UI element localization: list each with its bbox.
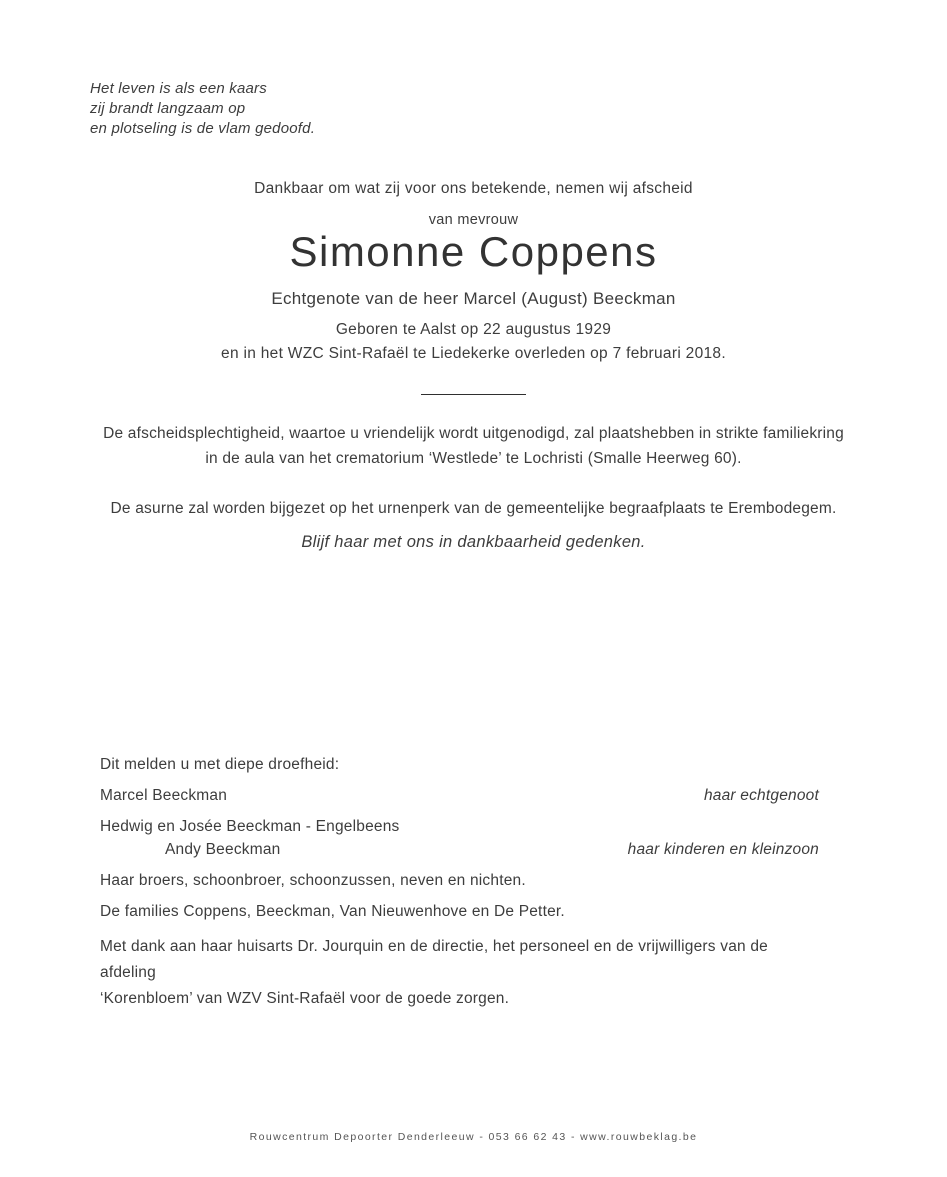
family-section <box>100 756 819 1012</box>
thanks-line-2: ‘Korenbloem’ van WZV Sint-Rafaël voor de goede zorgen. <box>100 990 510 1007</box>
family-row <box>100 818 819 836</box>
family-row <box>100 903 819 921</box>
poem-line-1: Het leven is als een kaars <box>90 80 267 97</box>
family-row <box>100 841 819 859</box>
remembrance-line: Blijf haar met ons in dankbaarheid gedenken. <box>301 533 646 551</box>
poem-line-2: zij brandt langzaam op <box>90 100 246 117</box>
family-member-name: Hedwig en Josée Beeckman - Engelbeens <box>100 818 400 835</box>
intro-line: Dankbaar om wat zij voor ons betekende, nemen wij afscheid <box>254 180 693 197</box>
spouse-line: Echtgenote van de heer Marcel (August) Beeckman <box>271 289 676 308</box>
family-relation: haar kinderen en kleinzoon <box>627 841 819 858</box>
died-line: en in het WZC Sint-Rafaël te Liedekerke overleden op 7 februari 2018. <box>221 345 726 362</box>
family-member-name: Andy Beeckman <box>165 841 281 858</box>
divider-rule <box>421 394 526 395</box>
ceremony-line-2: in de aula van het crematorium ‘Westlede’ te Lochristi (Smalle Heerweg 60). <box>205 450 742 467</box>
family-member-name: Haar broers, schoonbroer, schoonzussen, neven en nichten. <box>100 872 526 889</box>
family-member-name: Marcel Beeckman <box>100 787 228 804</box>
family-row <box>100 872 819 890</box>
deceased-name: Simonne Coppens <box>289 228 658 275</box>
salutation: van mevrouw <box>428 212 519 228</box>
born-line: Geboren te Aalst op 22 augustus 1929 <box>335 321 612 338</box>
family-heading: Dit melden u met diepe droefheid: <box>100 756 340 773</box>
ceremony-paragraph <box>0 421 947 471</box>
thanks-paragraph <box>100 934 819 1012</box>
burial-line: De asurne zal worden bijgezet op het urnenperk van de gemeentelijke begraafplaats te Erembodegem. <box>110 500 837 517</box>
family-row <box>100 787 819 805</box>
poem <box>90 79 315 139</box>
family-relation: haar echtgenoot <box>703 787 819 804</box>
ceremony-line-1: De afscheidsplechtigheid, waartoe u vriendelijk wordt uitgenodigd, zal plaatshebben in strikte familiekring <box>103 425 844 442</box>
thanks-line-1: Met dank aan haar huisarts Dr. Jourquin en de directie, het personeel en de vrijwilligers van de afdeling <box>100 938 768 981</box>
funeral-home-footer: Rouwcentrum Depoorter Denderleeuw - 053 66 62 43 - www.rouwbeklag.be <box>249 1131 698 1143</box>
poem-line-3: en plotseling is de vlam gedoofd. <box>90 120 316 137</box>
family-member-name: De families Coppens, Beeckman, Van Nieuwenhove en De Petter. <box>100 903 565 920</box>
